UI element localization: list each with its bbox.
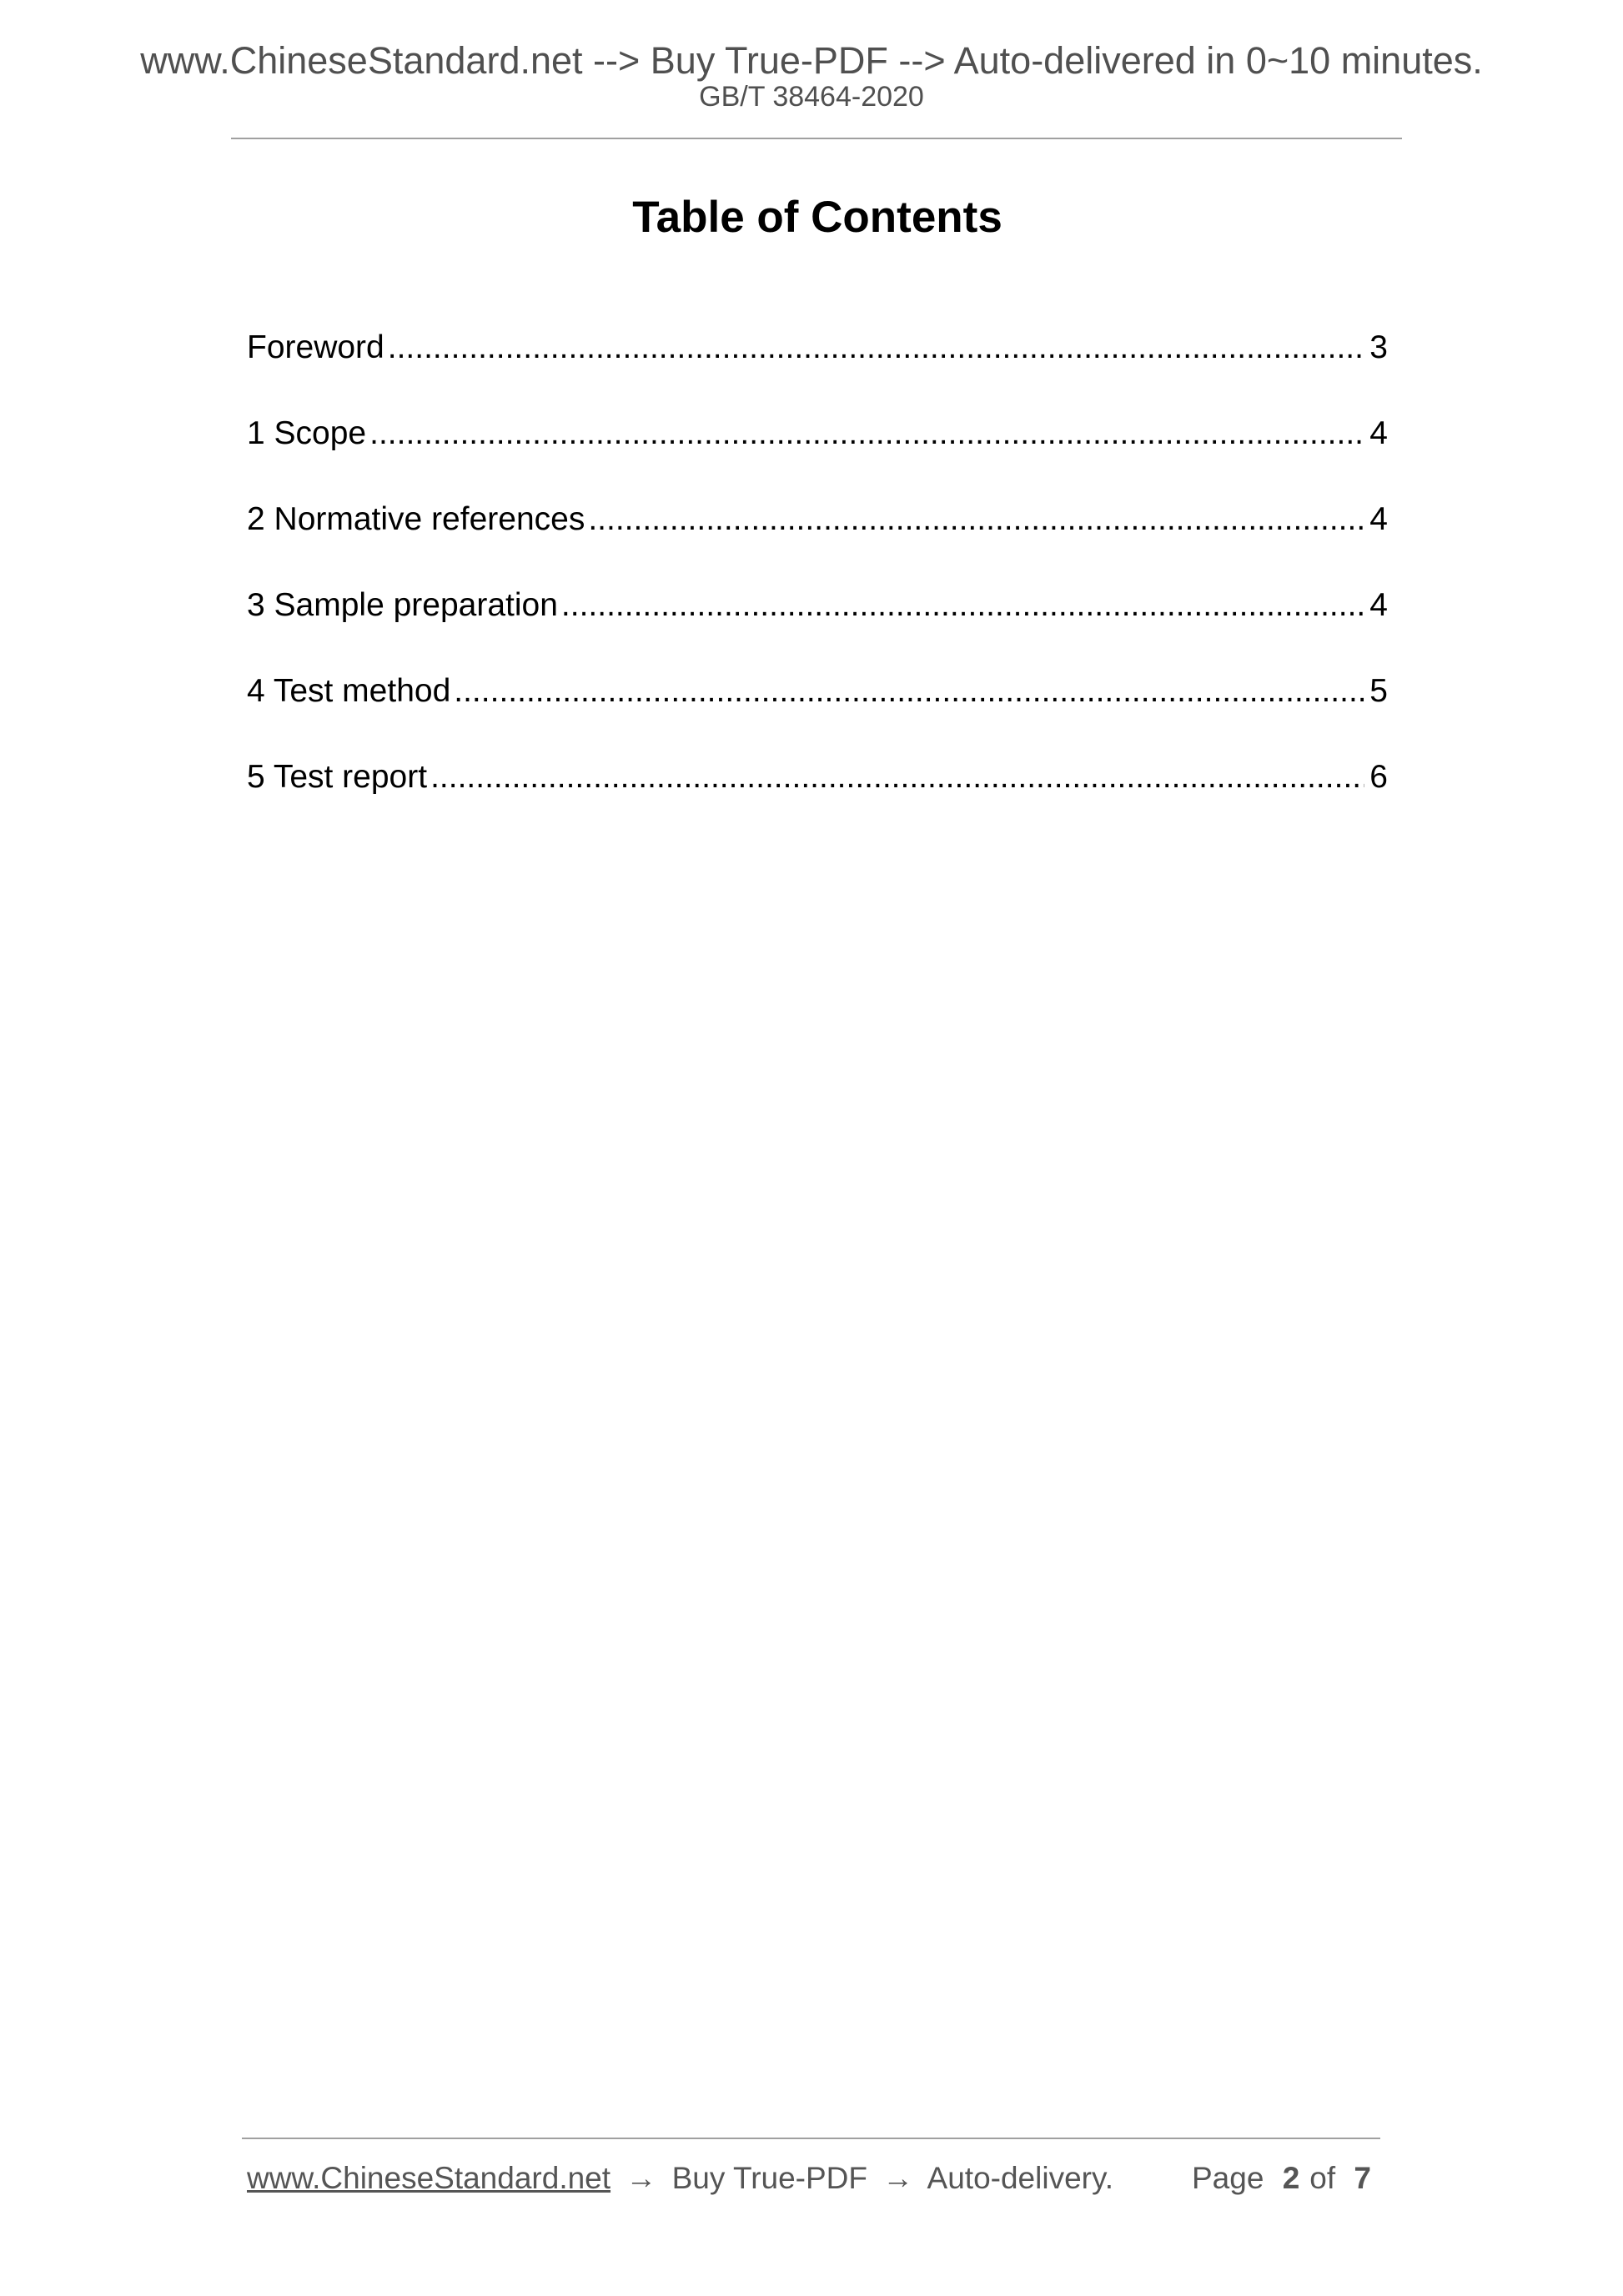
footer-buy-text: Buy True-PDF (671, 2161, 868, 2195)
toc-entry-sample-preparation[interactable] (247, 585, 1388, 671)
current-page-number: 2 (1282, 2161, 1300, 2195)
page-title: Table of Contents (632, 193, 1002, 242)
header-divider (231, 138, 1402, 139)
toc-entry-label: 5 Test report (247, 759, 428, 795)
total-pages-number: 7 (1354, 2161, 1371, 2195)
site-banner: www.ChineseStandard.net --> Buy True-PDF --> Auto-delivered in 0~10 minutes. (140, 39, 1483, 82)
toc-entry-page: 3 (1369, 329, 1388, 365)
footer-divider (242, 2138, 1380, 2139)
toc-dot-leader (388, 327, 1365, 369)
toc-entry-normative-references[interactable] (247, 499, 1388, 585)
right-arrow-icon: → (882, 2161, 914, 2195)
page-label: Page (1192, 2161, 1264, 2195)
toc-list (247, 327, 1388, 842)
footer-site-link[interactable]: www.ChineseStandard.net (247, 2161, 611, 2195)
toc-entry-page: 4 (1369, 415, 1388, 451)
toc-entry-foreword[interactable] (247, 327, 1388, 413)
toc-entry-test-report[interactable] (247, 756, 1388, 842)
toc-entry-test-method[interactable] (247, 671, 1388, 756)
toc-entry-label: 3 Sample preparation (247, 587, 558, 623)
toc-entry-label: 2 Normative references (247, 501, 585, 537)
standard-code: GB/T 38464-2020 (699, 81, 924, 113)
toc-entry-page: 4 (1369, 587, 1388, 623)
toc-entry-page: 4 (1369, 501, 1388, 537)
toc-entry-label: 1 Scope (247, 415, 367, 451)
toc-dot-leader (588, 499, 1364, 540)
toc-entry-page: 5 (1369, 673, 1388, 709)
page-indicator (1192, 2163, 1381, 2193)
toc-entry-scope[interactable] (247, 413, 1388, 499)
toc-entry-label: Foreword (247, 329, 384, 365)
footer-delivery-text: Auto-delivery. (927, 2161, 1114, 2195)
of-label: of (1309, 2161, 1336, 2195)
toc-dot-leader (430, 756, 1364, 798)
toc-entry-label: 4 Test method (247, 673, 451, 709)
toc-dot-leader (454, 671, 1364, 712)
footer-promo (247, 2163, 1113, 2193)
toc-dot-leader (369, 413, 1364, 455)
right-arrow-icon: → (626, 2161, 657, 2195)
toc-dot-leader (561, 585, 1364, 626)
toc-entry-page: 6 (1369, 759, 1388, 795)
